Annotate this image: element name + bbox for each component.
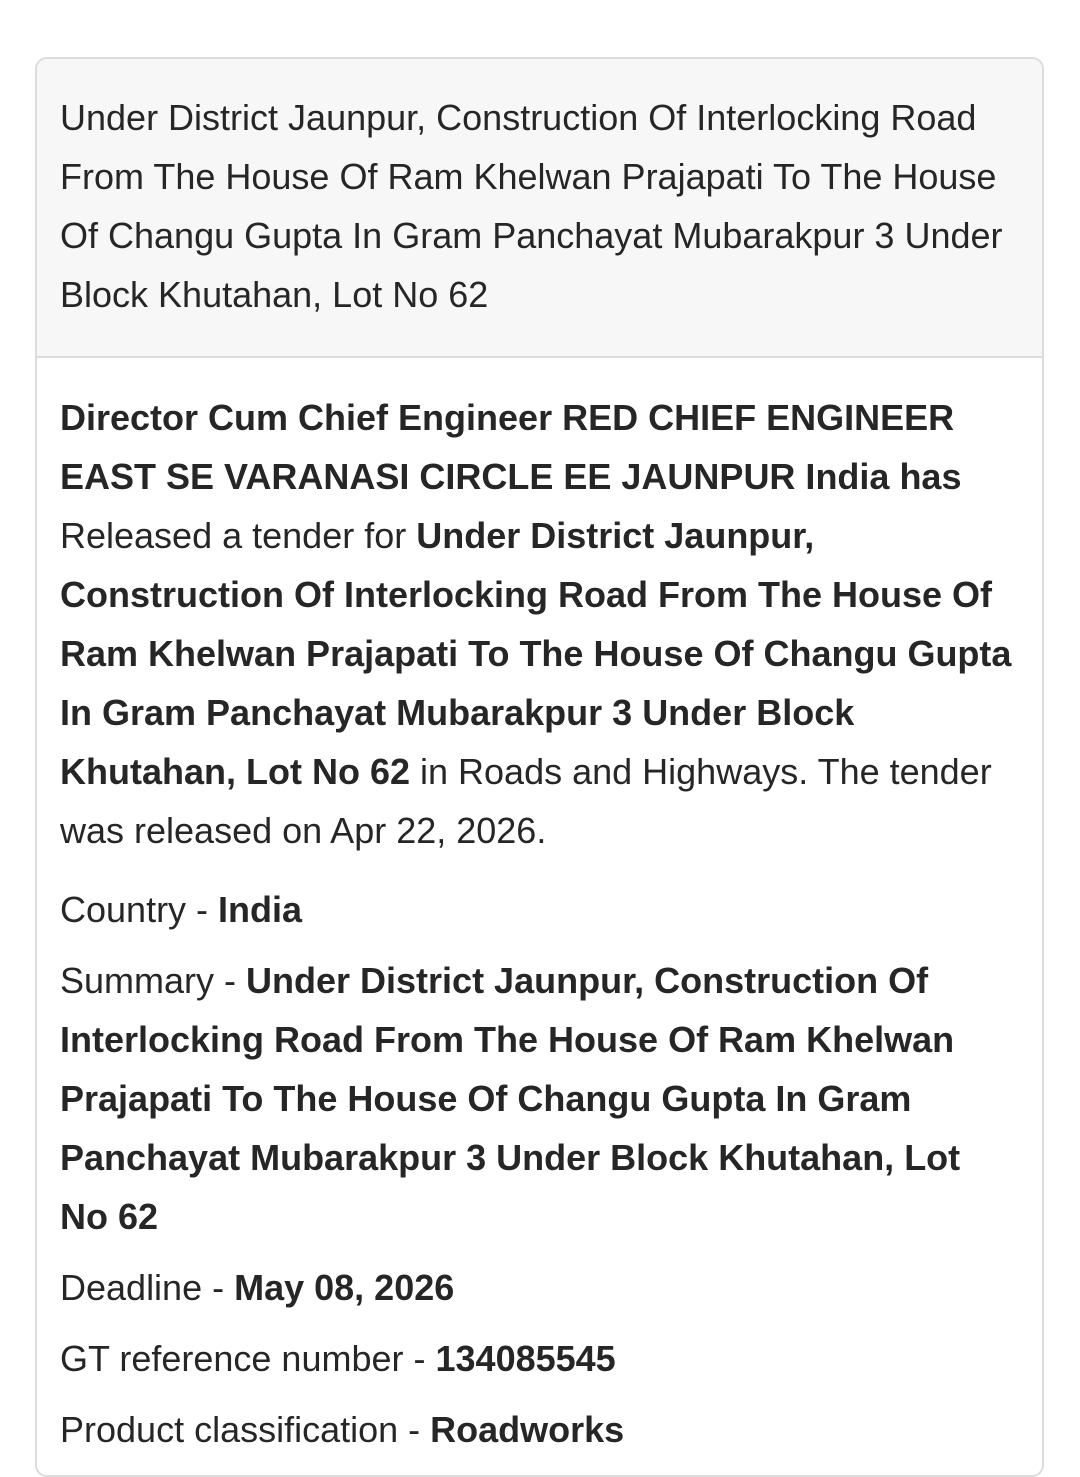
summary-label: Summary - — [60, 960, 247, 1001]
summary-field — [60, 951, 1018, 1246]
tender-card — [35, 57, 1044, 1477]
tender-card-body — [37, 358, 1042, 1459]
released-text: Released a tender for — [60, 515, 407, 556]
gt-reference-label: GT reference number - — [60, 1338, 436, 1379]
issuer-text: Director Cum Chief Engineer RED CHIEF ENGINEER EAST SE VARANASI CIRCLE EE JAUNPUR India has — [60, 397, 962, 497]
country-field — [60, 880, 1018, 939]
country-label: Country - — [60, 889, 219, 930]
tender-title-bold: Under District Jaunpur, Construction Of Interlocking Road From The House Of Ram Khelwan Prajapati To The House Of Changu Gupta In Gram Panchayat Mubarakpur 3 Under Block Khutahan, Lot No 62 — [60, 515, 1012, 792]
gt-reference-value: 134085545 — [435, 1338, 616, 1379]
sector-text: in Roads and Highways. The tender was released on Apr 22, 2026. — [60, 751, 992, 851]
gt-reference-field — [60, 1329, 1018, 1388]
product-classification-label: Product classification - — [60, 1409, 431, 1450]
deadline-label: Deadline - — [60, 1267, 235, 1308]
tender-header-title: Under District Jaunpur, Construction Of Interlocking Road From The House Of Ram Khelwan Prajapati To The House Of Changu Gupta In Gram Panchayat Mubarakpur 3 Under Block Khutahan, Lot No 62 — [60, 97, 1003, 315]
tender-description — [60, 388, 1018, 860]
summary-value: Under District Jaunpur, Construction Of Interlocking Road From The House Of Ram Khelwan Prajapati To The House Of Changu Gupta In Gram Panchayat Mubarakpur 3 Under Block Khutahan, Lot No 62 — [60, 960, 961, 1237]
product-classification-value: Roadworks — [430, 1409, 625, 1450]
deadline-value: May 08, 2026 — [234, 1267, 455, 1308]
country-value: India — [218, 889, 303, 930]
product-classification-field — [60, 1400, 1018, 1459]
tender-card-header — [37, 59, 1042, 358]
deadline-field — [60, 1258, 1018, 1317]
